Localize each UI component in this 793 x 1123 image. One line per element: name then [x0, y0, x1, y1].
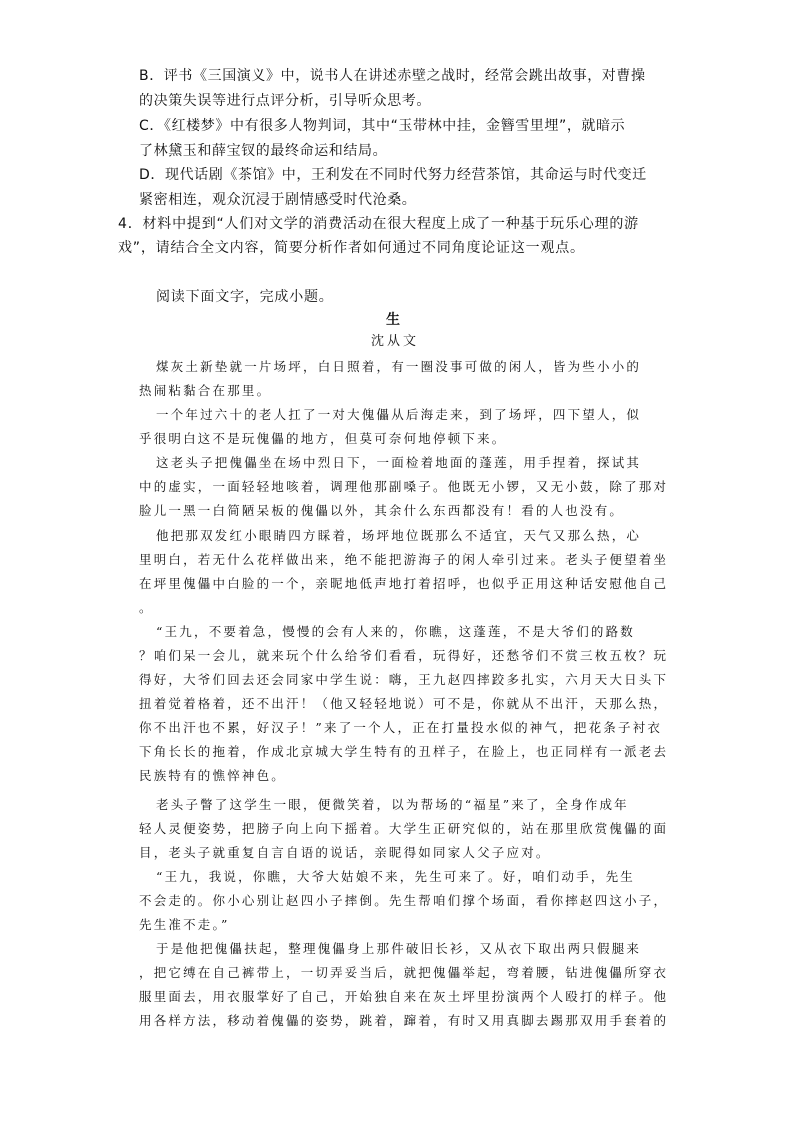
option-c-line-1: C．《红楼梦》中有很多人物判词，其中“玉带林中挂，金簪雪里埋”，就暗示: [139, 118, 626, 134]
option-d-line-2: 紧密相连，观众沉浸于剧情感受时代沧桑。: [139, 192, 417, 208]
story-line: 中的虚实，一面轻轻地咳着，调理他那副嗓子。他既无小锣，又无小鼓，除了那对: [139, 479, 669, 494]
story-title: 生: [386, 312, 400, 328]
story-line: 他把那双发红小眼睛四方睬着，场坪地位既那么不适宜，天气又那么热，心: [156, 528, 642, 543]
option-b-line-1: B．评书《三国演义》中，说书人在讲述赤壁之战时，经常会跳出故事，对曹操: [139, 68, 646, 84]
story-line: “王九，我说，你瞧，大爷大姑娘不来，先生可来了。好，咱们动手，先生: [156, 869, 635, 884]
option-d-line-1: D．现代话剧《茶馆》中，王利发在不同时代努力经营茶馆，其命运与时代变迁: [139, 167, 647, 183]
story-line: 得好，大爷们回去还会同家中学生说：嗨，王九赵四摔跤多扎实，六月天大日头下: [139, 672, 669, 687]
option-c-line-2: 了林黛玉和薛宝钗的最终命运和结局。: [139, 143, 388, 159]
story-line: “王九，不要着急，慢慢的会有人来的，你瞧，这蓬莲，不是大爷们的路数: [156, 624, 635, 639]
story-line: 一个年过六十的老人扛了一对大傀儡从后海走来，到了场坪，四下望人，似: [156, 407, 642, 422]
story-line: 你不出汗也不累，好汉子！”来了一个人，正在打量投水似的神气，把花条子衬衣: [139, 720, 663, 735]
story-line: 不会走的。你小心别让赵四小子摔倒。先生帮咱们撑个场面，看你摔赵四这小子，: [139, 893, 669, 908]
story-line: ？咱们呆一会儿，就来玩个什么给爷们看看，玩得好，还愁爷们不赏三枚五枚？玩: [139, 648, 669, 663]
story-line: 。: [139, 600, 154, 615]
option-b-line-2: 的决策失误等进行点评分析，引导听众思考。: [139, 93, 431, 109]
story-line: 煤灰土新垫就一片场坪，白日照着，有一圈没事可做的闲人，皆为些小小的: [156, 359, 642, 374]
story-line: 脸儿一黑一白简陋呆板的傀儡以外，其余什么东西都没有！看的人也没有。: [139, 503, 625, 518]
question-4-line-1: 4．材料中提到“人们对文学的消费活动在很大程度上成了一种基于玩乐心理的游: [118, 216, 639, 232]
story-line: 民族特有的憔悴神色。: [139, 768, 287, 783]
story-line: 里明白，若无什么花样做出来，绝不能把游海子的闲人牵引过来。老头子便望着坐: [139, 552, 669, 567]
story-line: 老头子瞥了这学生一眼，便微笑着，以为帮场的“福星”来了，全身作成年: [156, 797, 629, 812]
story-line: 先生准不走。”: [139, 917, 230, 932]
story-line: ，把它缚在自己裤带上，一切弄妥当后，就把傀儡举起，弯着腰，钻进傀儡所穿衣: [139, 965, 669, 980]
story-line: 轻人灵便姿势，把膀子向上向下摇着。大学生正研究似的，站在那里欣赏傀儡的面: [139, 821, 669, 836]
story-line: 热闹粘黏合在那里。: [139, 383, 272, 398]
question-4-line-2: 戏”，请结合全文内容，简要分析作者如何通过不同角度论证这一观点。: [118, 240, 585, 256]
story-line: 在坪里傀儡中白脸的一个，亲昵地低声地打着招呼，也似乎正用这种话安慰他自己: [139, 576, 669, 591]
story-line: 服里面去，用衣服掌好了自己，开始独自来在灰土坪里扮演两个人殴打的样子。他: [139, 989, 669, 1004]
story-line: 乎很明白这不是玩傀儡的地方，但莫可奈何地停顿下来。: [139, 431, 507, 446]
story-line: 于是他把傀儡扶起，整理傀儡身上那件破旧长衫，又从衣下取出两只假腿来: [156, 941, 642, 956]
story-author: 沈从文: [371, 334, 420, 349]
story-line: 扭着觉着格着，还不出汗！（他又轻轻地说）可不是，你就从不出汗，天那么热，: [139, 696, 669, 711]
story-line: 用各样方法，移动着傀儡的姿势，跳着，蹿着，有时又用真脚去踢那双用手套着的: [139, 1013, 669, 1028]
story-line: 目，老头子就重复自言自语的说话，亲昵得如同家人父子应对。: [139, 845, 551, 860]
story-line: 下角长长的拖着，作成北京城大学生特有的丑样子，在脸上，也正同样有一派老去: [139, 744, 669, 759]
reading-instruction: 阅读下面文字，完成小题。: [156, 289, 334, 305]
story-line: 这老头子把傀儡坐在场中烈日下，一面检着地面的蓬莲，用手捏着，探试其: [156, 455, 642, 470]
